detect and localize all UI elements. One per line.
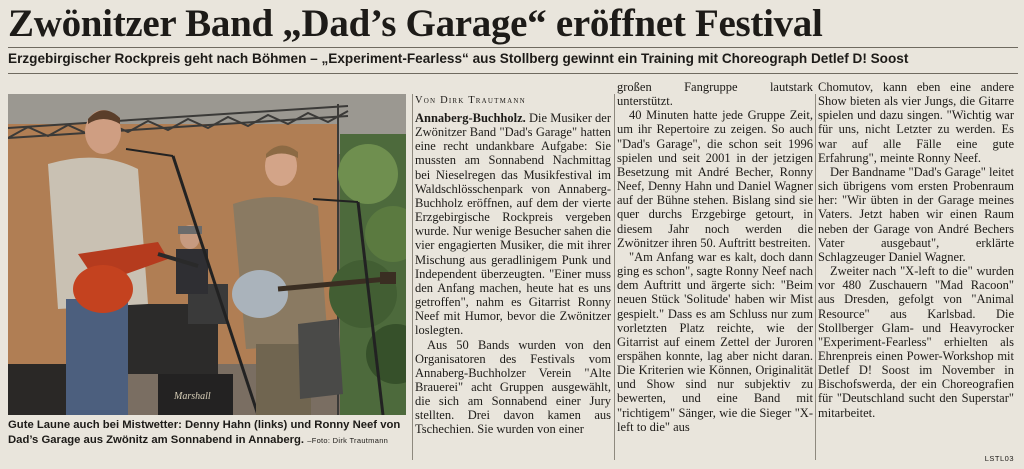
article-column-1 (415, 94, 611, 437)
byline: Von Dirk Trautmann (415, 95, 526, 106)
paragraph (415, 111, 611, 338)
caption-text: Gute Laune auch bei Mistwetter: Denny Hahn (links) und Ronny Neef von Dad’s Garage aus Zwönitz am Sonnabend in Annaberg. (8, 419, 401, 446)
paragraph: großen Fangruppe lautstark unterstützt. (617, 80, 813, 109)
band-photo (8, 94, 406, 415)
headline: Zwönitzer Band „Dad’s Garage“ eröffnet Festival (8, 2, 823, 45)
paragraph: "Am Anfang war es kalt, doch dann ging es schon", sagte Ronny Neef nach dem Auftritt und ärgerte sich: "Beim neuen Stück 'Solitude' haben wir Mist gespielt." Dass es am Schluss nur zum vorletzten Platz reichte, wie der Gitarrist auf einem Zettel der Juroren erspähen konnte, lag aber nicht daran. Die Kriterien wie Können, Originalität und Show sind nur subjektiv zu bewerten, und eine Band mit "richtigem" Sänger, wie die Sieger "X-left to die" aus (617, 249, 813, 434)
subheadline: Erzgebirgischer Rockpreis geht nach Böhmen – „Experiment-Fearless“ aus Stollberg gewinnt ein Training mit Choreograph Detlef D! Soost (8, 51, 909, 66)
paragraph: Aus 50 Bands wurden von den Organisatoren des Festivals vom Annaberg-Buchholzer Verein "Alte Brauerei" acht Gruppen ausgewählt, die sich am Sonnabend einer Jury stellten. Drei davon kamen aus Tschechien. Sie wurden von einer (415, 337, 611, 437)
paragraph: 40 Minuten hatte jede Gruppe Zeit, um ihr Repertoire zu zeigen. So auch "Dad's Garage", die schon seit 1996 spielen und seit 2001 in der jetzigen Besetzung mit André Becher, Ronny Neef, Denny Hahn und Daniel Wagner auf der Bühne stehen. Bislang sind sie quer durchs Erzgebirge getourt, in diesem Jahr noch werden die Zwönitzer ihren 50. Auftritt bestreiten. (617, 108, 813, 250)
column-divider-1 (412, 94, 413, 460)
column-divider-2 (614, 94, 615, 460)
paragraph: Zweiter nach "X-left to die" wurden vor 480 Zuschauern "Mad Racoon" aus Dresden, gefolgt von "Animal Resource" aus Karlsbad. Die Stollberger Glam- und Heavyrocker "Experiment-Fearless" erhielten als Ehrenpreis einen Power-Workshop mit Detlef D! Soost im November in Bischofswerda, der ein Choreografien für "Deutschland sucht den Superstar" mitarbeitet. (818, 264, 1014, 420)
stage-scene-illustration (8, 94, 406, 415)
amp-label: Marshall (174, 391, 211, 402)
article-column-2 (617, 80, 813, 434)
paragraph: Der Bandname "Dad's Garage" leitet sich übrigens vom ersten Probenraum her: "Wir übten in der Garage meines Vaters. Jetzt haben wir einen Raum neben der Garage von André Bechers Vater ausgebaut", erklärte Schlagzeuger Daniel Wagner. (818, 164, 1014, 264)
photo-caption (8, 418, 408, 449)
dateline: Annaberg-Buchholz. (415, 111, 526, 125)
headline-rule (8, 47, 1018, 48)
subheadline-rule (8, 73, 1018, 74)
paragraph: Chomutov, kann eben eine andere Show bieten als vier Jungs, die Gitarre spielen und dazu singen. "Wichtig war für uns, nicht Letzter zu werden. Es war auf alle Fälle eine gute Erfahrung", meinte Ronny Neef. (818, 80, 1014, 165)
article-column-3 (818, 80, 1014, 420)
page-code: LSTL03 (984, 454, 1014, 463)
paragraph-text: Die Musiker der Zwönitzer Band "Dad's Garage" hatten eine recht undankbare Aufgabe: Sie mussten am Sonnabend Nachmittag bei Nieselregen das Musikfestival im Waldschlösschenpark von Annaberg-Buchholz eröffnen, auf dem der vierte Erzgebirgische Rockpreis vergeben wurde. Nur wenige Besucher sahen die vier engagierten Musiker, die mit ihrer Mischung aus geradlinigem Punk und Independent überzeugten. "Einer muss den Anfang machen, heute hat es uns getroffen", nahm es Gitarrist Ronny Neef mit Humor, bevor die Zwönitzer loslegten. (415, 111, 612, 338)
photo-credit: –Foto: Dirk Trautmann (307, 435, 389, 445)
column-divider-3 (815, 94, 816, 460)
